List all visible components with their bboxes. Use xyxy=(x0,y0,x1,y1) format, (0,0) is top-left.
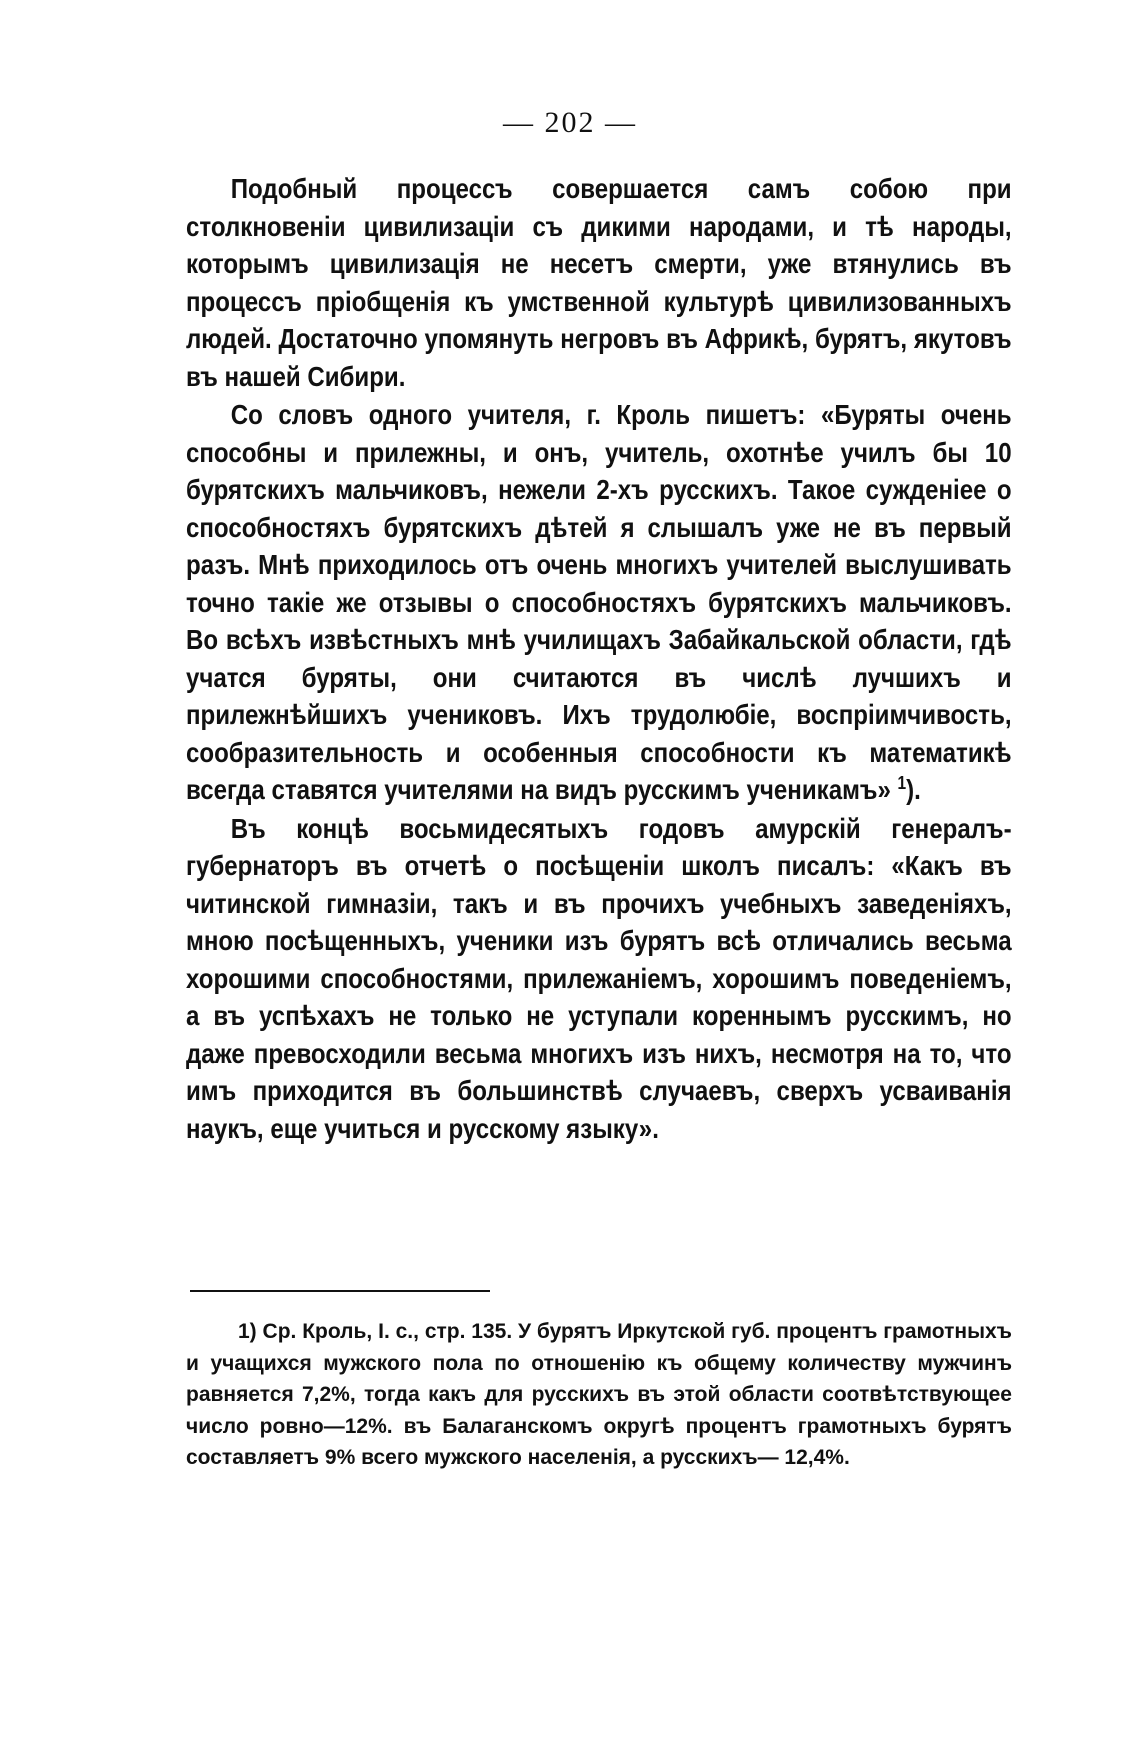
paragraph-1: Подобный процессъ совершается самъ собою при столкновеніи цивилизаціи съ дикими народами, и тѣ народы, которымъ цивилизація не несетъ смерти, уже втянулись въ процессъ пріобщенія къ умственной культурѣ цивилизованныхъ людей. Достаточно упомянуть негровъ въ Африкѣ, бурятъ, якутовъ въ нашей Сибири. xyxy=(186,173,1012,392)
page-number: — 202 — xyxy=(503,106,637,139)
main-text xyxy=(186,170,1012,1148)
paragraph-2 xyxy=(186,396,1012,809)
footnote-reference-tail: ). xyxy=(906,774,921,805)
paragraph-2-text: Со словъ одного учителя, г. Кроль пишетъ: «Буряты очень способны и прилежны, и онъ, учитель, охотнѣе училъ бы 10 бурятскихъ мальчиковъ, нежели 2-хъ русскихъ. Такое сужденіее о способностяхъ бурятскихъ дѣтей я слышалъ уже не въ первый разъ. Мнѣ приходилось отъ очень многихъ учителей выслушивать точно такіе же отзывы о способностяхъ бурятскихъ мальчиковъ. Во всѣхъ извѣстныхъ мнѣ училищахъ Забайкальской области, гдѣ учатся буряты, они считаются въ числѣ лучшихъ и прилежнѣйшихъ учениковъ. Ихъ трудолюбіе, воспріимчивость, сообразительность и особенныя способности къ математикѣ всегда ставятся учителями на видъ русскимъ ученикамъ» xyxy=(186,399,1012,805)
footnote-text: Ср. Кроль, I. c., стр. 135. У бурятъ Иркутской губ. процентъ грамотныхъ и учащихся мужского пола по отношенію къ общему количеству мужчинъ равняется 7,2%, тогда какъ для русскихъ въ этой области соотвѣтствующее число ровно—12%. въ Балаганскомъ округѣ процентъ грамотныхъ бурятъ составляетъ 9% всего мужского населенія, а русскихъ— 12,4%. xyxy=(186,1320,1012,1469)
paragraph-3: Въ концѣ восьмидесятыхъ годовъ амурскій генералъ-губернаторъ въ отчетѣ о посѣщеніи школъ писалъ: «Какъ въ читинской гимназіи, такъ и въ прочихъ учебныхъ заведеніяхъ, мною посѣщенныхъ, ученики изъ бурятъ всѣ отличались весьма хорошими способностями, прилежаніемъ, хорошимъ поведеніемъ, а въ успѣхахъ не только не уступали кореннымъ русскимъ, но даже превосходили весьма многихъ изъ нихъ, несмотря на то, что имъ приходится въ большинствѣ случаевъ, сверхъ усваиванія наукъ, еще учиться и русскому языку». xyxy=(186,812,1012,1144)
footnote xyxy=(186,1316,1012,1474)
footnote-divider xyxy=(190,1290,490,1292)
footnote-reference[interactable]: 1 xyxy=(897,773,907,793)
footnote-marker: 1) xyxy=(238,1320,257,1343)
